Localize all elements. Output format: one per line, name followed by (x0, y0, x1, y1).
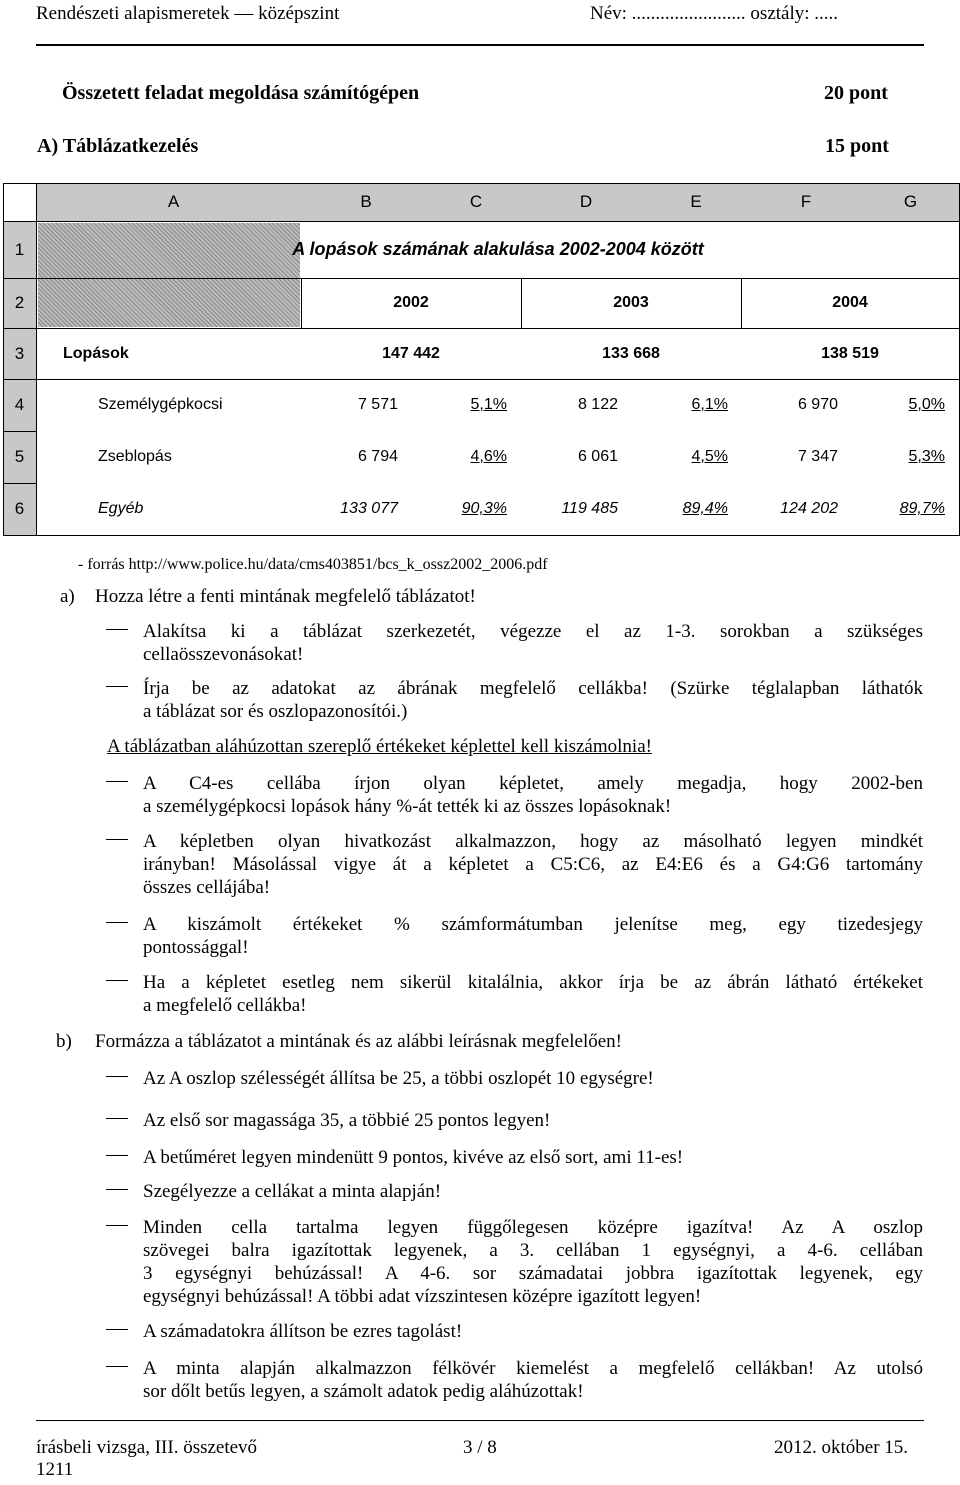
list-item-a6-line2: a megfelelő cellákba! (143, 995, 307, 1016)
list-item-b4: Szegélyezze a cellákat a minta alapján! (143, 1181, 442, 1202)
section-a-marker: a) (60, 586, 75, 607)
row-label-szemelygepkocsi: Személygépkocsi (98, 396, 223, 413)
list-item-a3-line1: A C4-es cellába írjon olyan képletet, amely megadja, hogy 2002-ben (143, 773, 923, 794)
sheet-title: A lopások számának alakulása 2002-2004 között (292, 239, 704, 259)
total-2002: 147 442 (382, 345, 440, 362)
total-2004: 138 519 (821, 345, 879, 362)
list-item-a5-line1: A kiszámolt értékeket % számformátumban jelenítse meg, egy tizedesjegy (143, 914, 923, 935)
row-header-4: 4 (14, 395, 25, 414)
cell-g5: 5,3% (908, 448, 945, 465)
section-b-text: Formázza a táblázatot a mintának és az alábbi leírásnak megfelelően! (95, 1031, 622, 1052)
footer-rule (36, 1420, 924, 1421)
list-item-b5-line2: szövegei balra igazítottak legyenek, a 3. cellában 1 egységnyi, a 4-6. cellában (143, 1240, 923, 1261)
footer-date: 2012. október 15. (774, 1437, 909, 1458)
bullet-dash (106, 781, 128, 782)
cell-c6: 90,3% (461, 500, 507, 517)
cell-e5: 4,5% (691, 448, 728, 465)
column-header-f: F (800, 192, 812, 211)
year-2002: 2002 (393, 294, 429, 311)
cell-g4: 5,0% (908, 396, 945, 413)
list-item-a4-line3: összes cellájába! (143, 877, 271, 898)
cell-f6: 124 202 (780, 500, 838, 517)
row-label-egyeb: Egyéb (98, 500, 144, 517)
cell-b4: 7 571 (357, 396, 398, 413)
header-rule (36, 44, 924, 46)
list-item-b6: A számadatokra állítson be ezres tagolást! (143, 1321, 463, 1342)
bullet-dash (106, 1118, 128, 1119)
list-item-a1-line1: Alakítsa ki a táblázat szerkezetét, végezze el az 1-3. sorokban a szükséges (143, 621, 923, 642)
footer-page: 3 / 8 (463, 1437, 497, 1458)
list-item-b1: Az A oszlop szélességét állítsa be 25, a többi oszlopét 10 egységre! (143, 1068, 654, 1089)
total-label: Lopások (63, 345, 129, 362)
section-a-text: Hozza létre a fenti mintának megfelelő táblázatot! (95, 586, 476, 607)
list-item-a1-line2: cellaösszevonásokat! (143, 644, 304, 665)
year-2004: 2004 (832, 294, 868, 311)
bullet-dash (106, 1366, 128, 1367)
column-header-d: D (579, 192, 593, 211)
list-item-a2-line1: Írja be az adatokat az ábrának megfelelő cellákba! (Szürke téglalapban láthatók (143, 678, 923, 699)
column-header-b: B (360, 192, 372, 211)
list-item-a5-line2: pontossággal! (143, 937, 249, 958)
spreadsheet-sample (3, 183, 960, 535)
task-title: Összetett feladat megoldása számítógépen (62, 82, 420, 104)
cell-f4: 6 970 (797, 396, 838, 413)
list-item-a4-line1: A képletben olyan hivatkozást alkalmazzon, hogy az másolható legyen mindkét (143, 831, 923, 852)
cell-e4: 6,1% (691, 396, 728, 413)
column-header-a: A (167, 192, 180, 211)
cell-c4: 5,1% (470, 396, 507, 413)
bullet-dash (106, 1189, 128, 1190)
cell-c5: 4,6% (470, 448, 507, 465)
bullet-dash (106, 922, 128, 923)
task-title-points: 20 pont (824, 82, 888, 104)
bullet-dash (106, 686, 128, 687)
header-right: Név: ........................ osztály: ..... (590, 3, 839, 24)
bullet-dash (106, 1076, 128, 1077)
task-subtitle-points: 15 pont (825, 135, 889, 157)
footer-code: 1211 (36, 1459, 74, 1480)
list-item-a6-line1: Ha a képletet esetleg nem sikerül kitalálnia, akkor írja be az ábrán látható értékeket (143, 972, 923, 993)
list-item-b5-line3: 3 egységnyi behúzással! A 4-6. sor számadatai jobbra igazítottak legyenek, egy (143, 1263, 923, 1284)
list-item-b5-line4: egységnyi behúzással! A többi adat vízszintesen középre igazított legyen! (143, 1286, 702, 1307)
row-header-5: 5 (14, 447, 25, 466)
header-left: Rendészeti alapismeretek — középszint (36, 3, 340, 24)
year-2003: 2003 (613, 294, 649, 311)
bullet-dash (106, 1225, 128, 1226)
source-note: - forrás http://www.police.hu/data/cms403851/bcs_k_ossz2002_2006.pdf (78, 556, 548, 573)
list-item-b3: A betűméret legyen mindenütt 9 pontos, kivéve az első sort, ami 11-es! (143, 1147, 684, 1168)
bullet-dash (106, 629, 128, 630)
corner-cell (3, 183, 36, 221)
list-item-a2-line2: a táblázat sor és oszlopazonosítói.) (143, 701, 408, 722)
column-header-e: E (690, 192, 702, 211)
column-header-g: G (903, 192, 918, 211)
section-b-marker: b) (56, 1031, 72, 1052)
bullet-dash (106, 1155, 128, 1156)
bullet-dash (106, 980, 128, 981)
cell-b6: 133 077 (340, 500, 398, 517)
list-item-b7-line2: sor dőlt betűs legyen, a számolt adatok pedig aláhúzottak! (143, 1381, 584, 1402)
underlined-note: A táblázatban aláhúzottan szereplő értékeket képlettel kell kiszámolnia! (107, 736, 652, 757)
list-item-b7-line1: A minta alapján alkalmazzon félkövér kiemelést a megfelelő cellákban! Az utolsó (143, 1358, 923, 1379)
cell-d5: 6 061 (577, 448, 618, 465)
row-header-6: 6 (14, 499, 25, 518)
hatched-cell-a2 (38, 279, 300, 327)
cell-d4: 8 122 (577, 396, 618, 413)
column-header-c: C (469, 192, 483, 211)
list-item-a3-line2: a személygépkocsi lopások hány %-át tették ki az összes lopásoknak! (143, 796, 672, 817)
row-header-2: 2 (14, 293, 25, 312)
cell-g6: 89,7% (899, 500, 945, 517)
row-header-3: 3 (14, 344, 25, 363)
bullet-dash (106, 839, 128, 840)
list-item-b5-line1: Minden cella tartalma legyen függőlegesen középre igazítva! Az A oszlop (143, 1217, 923, 1238)
cell-b5: 6 794 (357, 448, 398, 465)
row-header-1: 1 (14, 240, 25, 259)
list-item-a4-line2: irányban! Másolással vigye át a képletet a C5:C6, az E4:E6 és a G4:G6 tartomány (143, 854, 923, 875)
footer-left: írásbeli vizsga, III. összetevő (36, 1437, 258, 1458)
task-subtitle: A) Táblázatkezelés (37, 135, 199, 157)
cell-f5: 7 347 (797, 448, 838, 465)
cell-d6: 119 485 (561, 500, 618, 517)
row-label-zseblopas: Zseblopás (98, 448, 172, 465)
cell-e6: 89,4% (682, 500, 728, 517)
total-2003: 133 668 (602, 345, 660, 362)
bullet-dash (106, 1329, 128, 1330)
list-item-b2: Az első sor magassága 35, a többié 25 pontos legyen! (143, 1110, 551, 1131)
